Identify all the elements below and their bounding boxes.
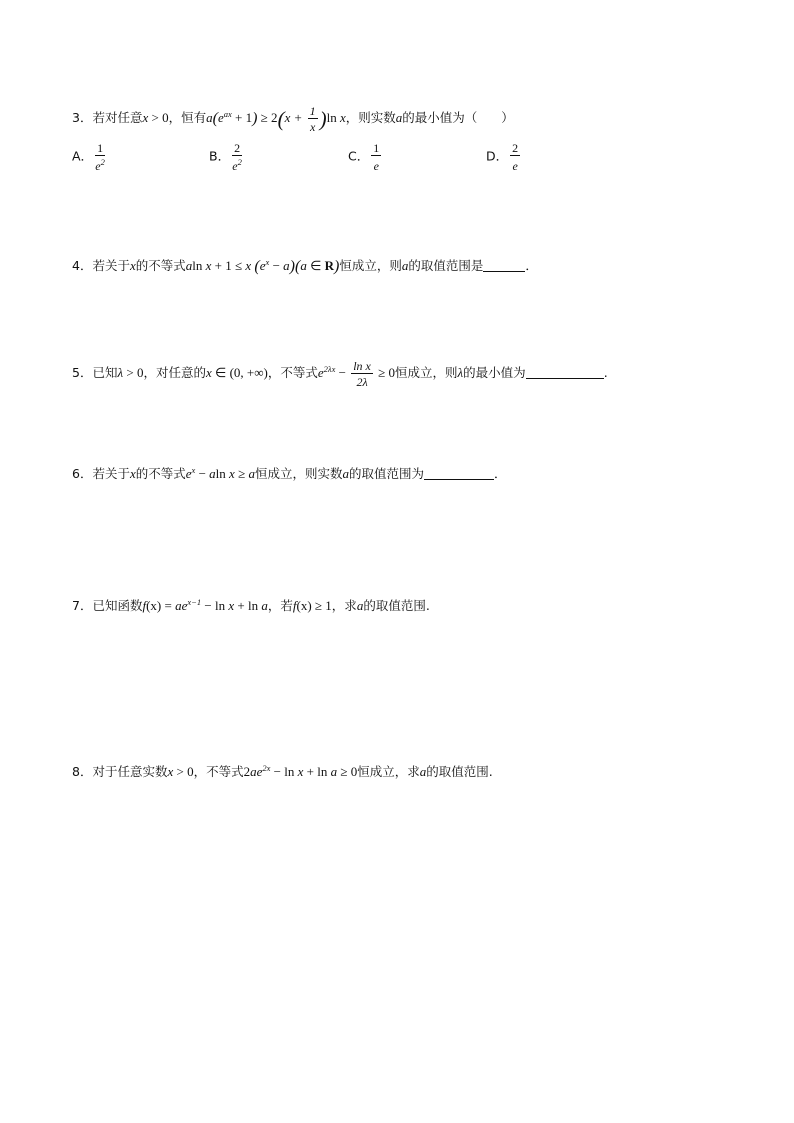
question-4: 4．若关于x的不等式aln x + 1 ≤ x $(e^x - a)(a$ ∈ R)恒成立，则a的取值范围是 ．: [72, 257, 538, 275]
answer-blank[interactable]: [483, 259, 525, 272]
question-5: 5．已知λ > 0，对任意的x ∈ (0, +∞)，不等式$e^{2\lambda x}$ − $\frac{\text{ln x}}{2\lambda}$ ≥ 0恒成立，则λ的最小值为 .: [72, 359, 608, 389]
question-number: 8．: [72, 764, 93, 779]
question-number: 5．: [72, 364, 93, 380]
option-a[interactable]: A． $\frac{1}{e^2}$: [72, 141, 105, 173]
question-number: 6．: [72, 466, 93, 481]
formula-q4: aln x + 1 ≤ x $(e^x - a)(a$ ∈ R): [185, 257, 340, 275]
question-6: 6．若关于x的不等式$e^x - aln$ x ≥ a恒成立，则实数a的取值范围为 ．: [72, 465, 507, 481]
question-7: 7．已知函数$f(x) = ae^{x-1} - \ln x + \ln a$，若f(x) ≥ 1，求a的取值范围.: [72, 597, 430, 613]
formula-q7: $f(x) = ae^{x-1} - \ln x + \ln a$: [142, 597, 268, 613]
option-c[interactable]: C． $\frac{1}{e}$: [348, 141, 380, 173]
question-number: 4．: [72, 258, 93, 273]
question-number: 7．: [72, 598, 93, 613]
formula-q3: $a(e^{ax} + 1) \ge 2(x$ + $\frac{1}{x}$ )ln x: [206, 104, 346, 134]
answer-blank[interactable]: [424, 467, 494, 480]
formula-q6: $e^x - aln$ x ≥ a: [185, 465, 255, 481]
answer-blank[interactable]: [526, 366, 604, 379]
question-8: 8．对于任意实数x > 0，不等式$2ae^{2x} - \ln x + \ln a \ge 0$恒成立，求a的取值范围.: [72, 763, 493, 779]
formula-q8: $2ae^{2x} - \ln x + \ln a \ge 0$: [243, 763, 358, 779]
question-number: 3．: [72, 109, 93, 125]
option-b[interactable]: B． $\frac{2}{e^2}$: [209, 141, 242, 173]
option-d[interactable]: D． $\frac{2}{e}$: [486, 141, 519, 173]
question-3: 3．若对任意x > 0，恒有$a(e^{ax} + 1) \ge 2(x$ + $\frac{1}{x}$ )ln x，则实数a的最小值为（ ）: [72, 104, 514, 134]
formula-q5: $e^{2\lambda x}$ − $\frac{\text{ln x}}{2\lambda}$ ≥ 0: [317, 359, 396, 389]
